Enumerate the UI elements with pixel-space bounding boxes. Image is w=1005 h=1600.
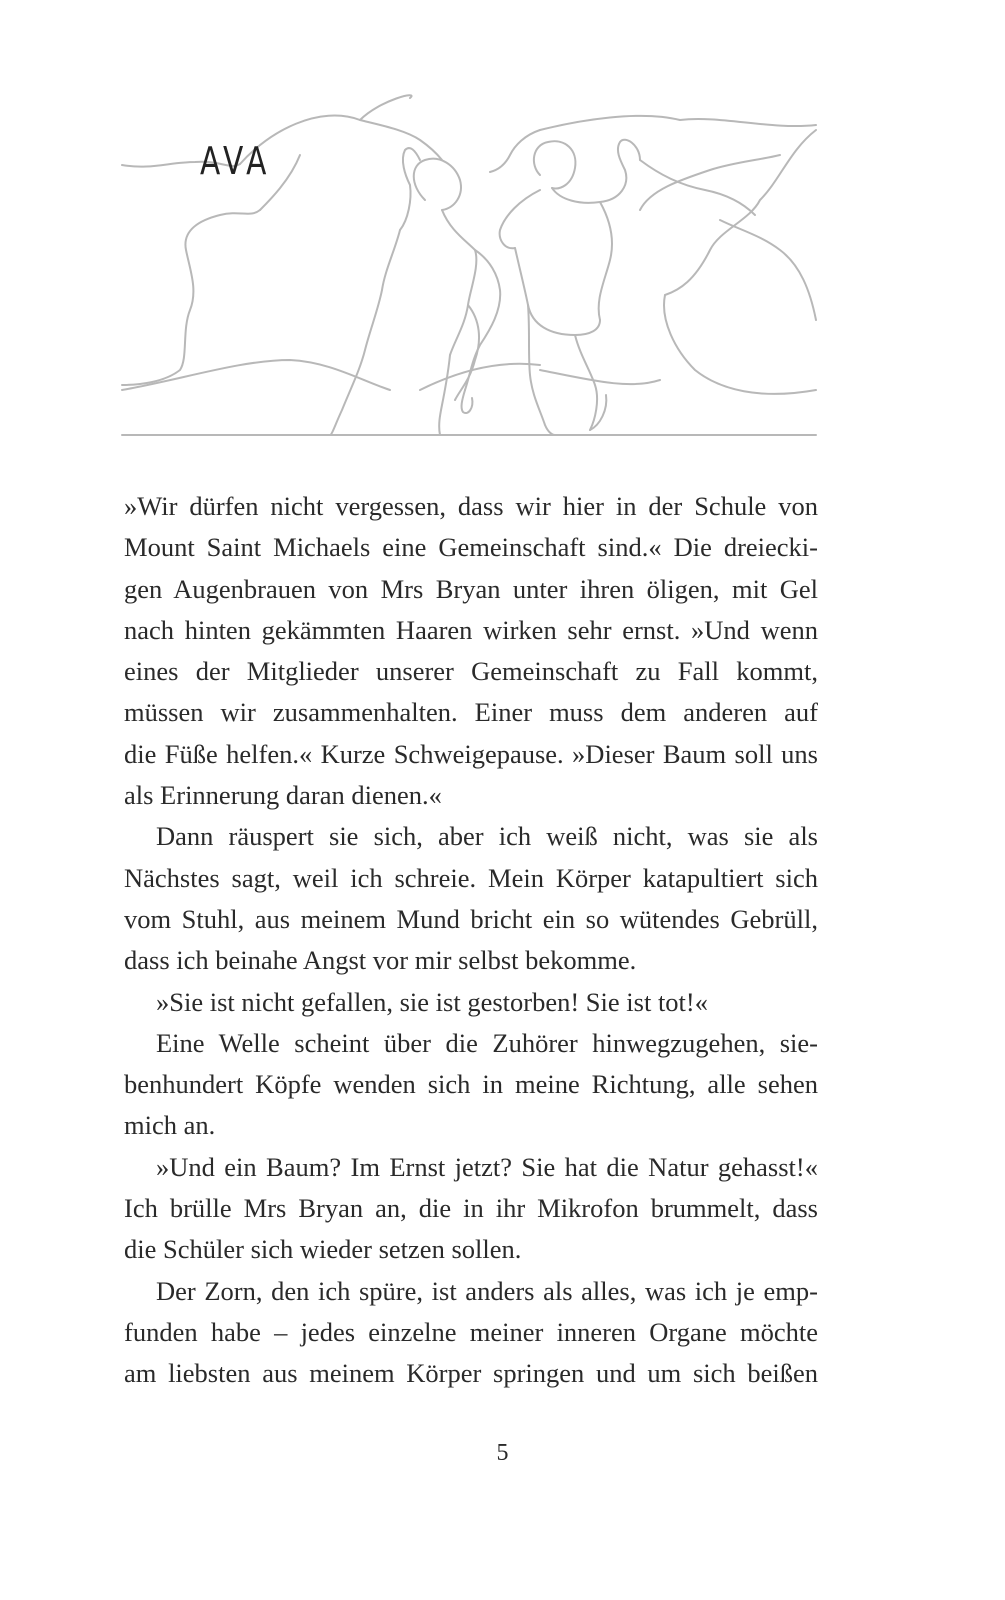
text-line: die Schüler sich wieder setzen sollen. [124, 1234, 522, 1265]
text-line: eines der Mitglieder unserer Gemeinschaft zu Fall kommt, [124, 656, 818, 687]
page-number: 5 [496, 1440, 509, 1466]
text-line: gen Augenbrauen von Mrs Bryan unter ihren öligen, mit Gel [124, 573, 818, 604]
text-line: nach hinten gekämmten Haaren wirken sehr ernst. »Und wenn [124, 614, 818, 645]
text-line: Eine Welle scheint über die Zuhörer hinwegzugehen, sie- [156, 1027, 818, 1058]
body-text [124, 486, 818, 1395]
text-line: benhundert Köpfe wenden sich in meine Richtung, alle sehen [124, 1069, 818, 1100]
text-line: »Sie ist nicht gefallen, sie ist gestorben! Sie ist tot!« [156, 986, 708, 1017]
text-line: »Und ein Baum? Im Ernst jetzt? Sie hat die Natur gehasst!« [156, 1151, 818, 1182]
text-line: Mount Saint Michaels eine Gemeinschaft sind.« Die dreiecki- [124, 532, 818, 563]
text-line: als Erinnerung daran dienen.« [124, 780, 442, 811]
text-line: mich an. [124, 1110, 216, 1141]
text-line: müssen wir zusammenhalten. Einer muss dem anderen auf [124, 697, 818, 728]
text-line: Der Zorn, den ich spüre, ist anders als alles, was ich je emp- [156, 1275, 818, 1306]
text-line: am liebsten aus meinem Körper springen und um sich beißen [124, 1358, 818, 1389]
text-line: Ich brülle Mrs Bryan an, die in ihr Mikrofon brummelt, dass [124, 1193, 818, 1224]
text-line: dass ich beinahe Angst vor mir selbst bekomme. [124, 945, 637, 976]
text-line: Dann räuspert sie sich, aber ich weiß nicht, was sie als [156, 821, 818, 852]
chapter-title: AVA [200, 139, 272, 183]
text-line: »Wir dürfen nicht vergessen, dass wir hier in der Schule von [124, 491, 818, 521]
text-line: funden habe – jedes einzelne meiner inneren Organe möchte [124, 1316, 818, 1347]
text-line: vom Stuhl, aus meinem Mund bricht ein so wütendes Gebrüll, [124, 903, 818, 934]
text-line: die Füße helfen.« Kurze Schweigepause. »Dieser Baum soll uns [124, 738, 818, 769]
text-line: Nächstes sagt, weil ich schreie. Mein Körper katapultiert sich [124, 862, 818, 893]
